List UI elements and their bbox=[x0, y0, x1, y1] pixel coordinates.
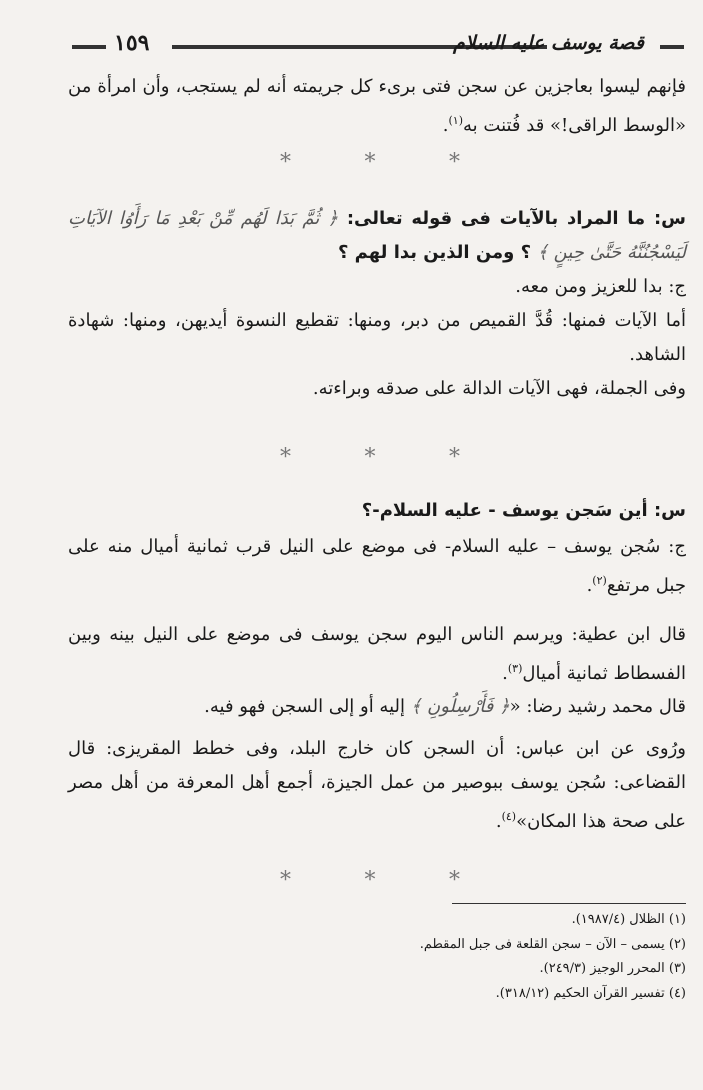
footnote-ref-2: (٢) bbox=[592, 574, 607, 587]
paragraph-ibn-abbas: ورُوى عن ابن عباس: أن السجن كان خارج البلد، وفى خطط المقريزى: قال القضاعى: سُجن يوسف ببوصير من عمل الجيزة، أجمع أهل المعرفة من أهل مصر على صحة هذا المكان»$^{(٤)}$. bbox=[68, 738, 686, 832]
separator-stars-1: * * * bbox=[280, 150, 460, 175]
header-rule-left bbox=[72, 45, 106, 49]
separator-stars-2: * * * bbox=[280, 445, 460, 470]
footnote-2: (٢) يسمى – الآن – سجن القلعة فى جبل المقطم. bbox=[419, 936, 686, 952]
footnote-rule bbox=[452, 903, 686, 904]
quran-verse-2: ﴿ فَأَرْسِلُونِ ﴾ bbox=[410, 696, 510, 717]
answer-2: ج: سُجن يوسف – عليه السلام- فى موضع على النيل قرب ثمانية أميال منه على جبل مرتفع$^{(٢)}$. bbox=[68, 536, 686, 596]
footnotes bbox=[68, 908, 686, 1006]
running-title: قصة يوسف عليه السلام bbox=[453, 32, 644, 54]
answer-1: ج: بدا للعزيز ومن معه. bbox=[515, 276, 686, 297]
separator-stars-3: * * * bbox=[280, 868, 460, 893]
footnote-1: (١) الظلال (١٩٨٧/٤). bbox=[571, 912, 686, 927]
paragraph-ibn-atiyya: قال ابن عطية: ويرسم الناس اليوم سجن يوسف فى موضع على النيل بينه وبين الفسطاط ثمانية أميال$^{(٣)}$. bbox=[68, 624, 686, 684]
footnote-ref-4: (٤) bbox=[501, 810, 517, 823]
footnote-4: (٤) تفسير القرآن الحكيم (٣١٨/١٢). bbox=[495, 985, 686, 1001]
page-header bbox=[72, 32, 684, 64]
question-2: س: أين سَجن يوسف - عليه السلام-؟ bbox=[361, 500, 686, 521]
footnote-3: (٣) المحرر الوجيز (٢٤٩/٣). bbox=[539, 961, 686, 976]
answer-1-details: أما الآيات فمنها: قُدَّ القميص من دبر، ومنها: تقطيع النسوة أيديهن، ومنها: شهادة الشاهد. bbox=[68, 310, 686, 365]
answer-1-summary: وفى الجملة، فهى الآيات الدالة على صدقه وبراءته. bbox=[312, 378, 686, 399]
header-rule-right bbox=[660, 45, 684, 49]
question-1: س: ما المراد بالآيات فى قوله تعالى: ﴿ ثُمَّ بَدَا لَهُم مِّنْ بَعْدِ مَا رَأَوُا الآيَاتِ لَيَسْجُنُنَّهُ حَتَّىٰ حِينٍ ﴾ ؟ ومن الذين بدا لهم ؟ bbox=[68, 208, 686, 263]
quran-verse-1: ﴿ ثُمَّ بَدَا لَهُم مِّنْ بَعْدِ مَا رَأَوُا الآيَاتِ لَيَسْجُنُنَّهُ حَتَّىٰ حِينٍ ﴾ bbox=[68, 208, 686, 263]
paragraph-rashid-rida: قال محمد رشيد رضا: «﴿ فَأَرْسِلُونِ ﴾ إليه أو إلى السجن فهو فيه. bbox=[204, 696, 686, 717]
footnote-ref-3: (٣) bbox=[507, 662, 523, 675]
footnote-ref-1: (١) bbox=[448, 114, 464, 127]
page-number: ١٥٩ bbox=[114, 30, 150, 56]
paragraph-1: فإنهم ليسوا بعاجزين عن سجن فتى برىء كل جريمته أنه لم يستجب، وأن امرأة من «الوسط الراقى!» قد فُتنت به$^{(١)}$. bbox=[68, 76, 686, 136]
